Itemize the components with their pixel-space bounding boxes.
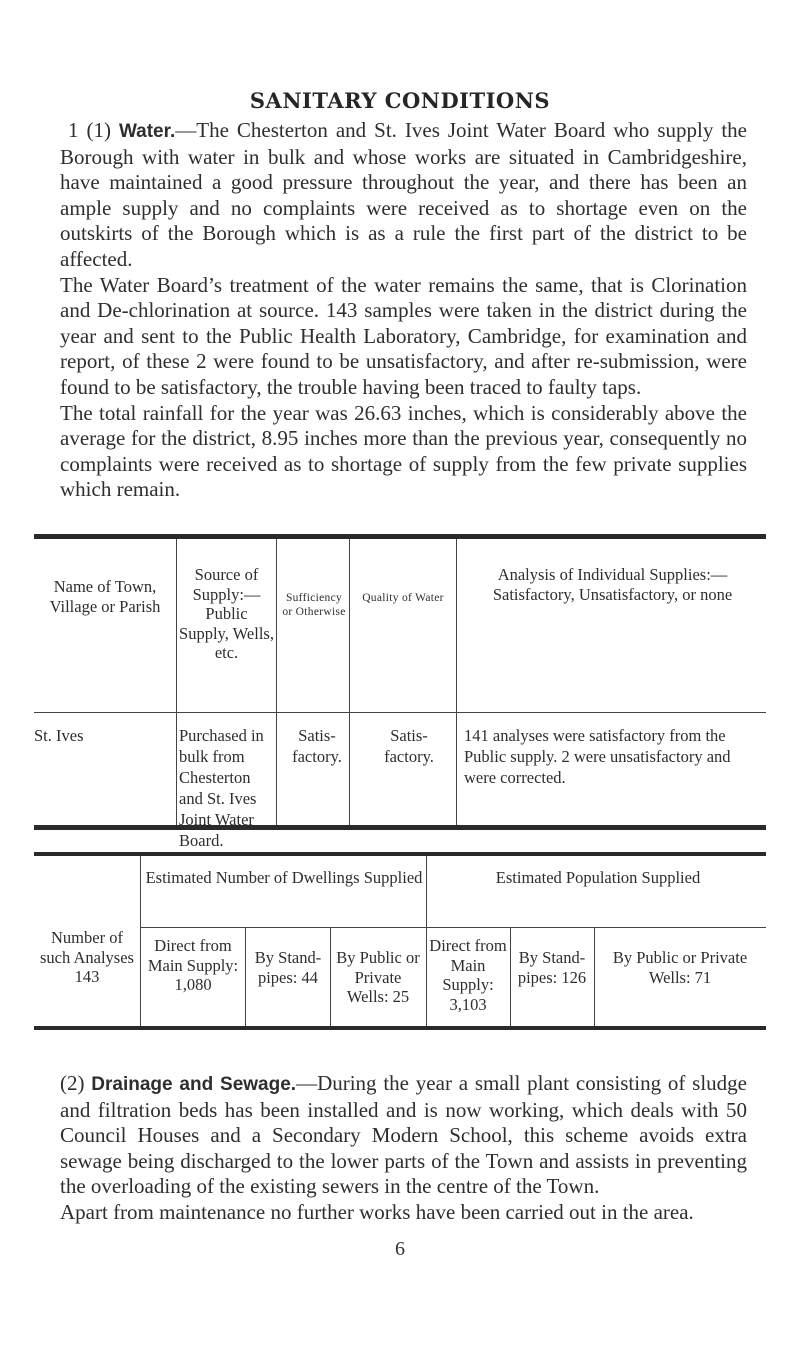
header-source: Source of Supply:— Public Supply, Wells, etc. (179, 565, 274, 662)
dwellings-wells: By Public or Private Wells: 25 (336, 948, 420, 1006)
water-paragraph-2: The Water Board’s treatment of the water remains the same, that is Clorination and De-chlorination at source. 143 samples were taken in the district during the year and sent to the Public Health Laboratory, Cambridge, for examination and report, of these 2 were found to be unsatisfactory, and after re-submission, were found to be satisfactory, the trouble having been traced to faulty taps. (60, 272, 747, 399)
population-header: Estimated Population Supplied (495, 868, 701, 887)
population-standpipes: By Stand-pipes: 126 (517, 948, 587, 987)
row-quality: Satis-factory. (384, 726, 434, 766)
drainage-text-1: —During the year a small plant consisting of sludge and filtration beds has been installed and is now working, which deals with 50 Council Houses and a Secondary Modern School, this scheme avoids extra sewage being discharged to the lower parts of the Town and assists in preventing the overloading of the existing sewers in the centre of the Town. (60, 1071, 747, 1199)
analyses-count: Number of such Analyses 143 (40, 928, 134, 986)
drainage-paragraph-2: Apart from maintenance no further works have been carried out in the area. (60, 1199, 694, 1224)
row-analysis: 141 analyses were satisfactory from the Public supply. 2 were unsatisfactory and were corrected. (464, 726, 731, 787)
page-heading: SANITARY CONDITIONS (249, 88, 551, 113)
water-supply-table (34, 534, 766, 850)
drainage-paragraph-1 (60, 1071, 747, 1200)
drainage-title: Drainage and Sewage. (91, 1074, 297, 1095)
header-name: Name of Town, Village or Parish (49, 577, 161, 616)
dwellings-standpipes: By Stand-pipes: 44 (254, 948, 322, 987)
population-direct: Direct from Main Supply: 3,103 (429, 936, 507, 1014)
header-sufficiency: Sufficiency or Otherwise (282, 592, 346, 618)
water-paragraph-3: The total rainfall for the year was 26.63 inches, which is considerably above the average for the district, 8.95 inches more than the previous year, consequently no complaints were received as to shortage of supply from the few private supplies which remain. (60, 400, 747, 502)
water-section (60, 118, 747, 503)
estimates-table (34, 852, 766, 1030)
dwellings-header: Estimated Number of Dwellings Supplied (145, 868, 423, 887)
water-number: 1 (1) (67, 118, 111, 142)
water-title: Water. (118, 121, 176, 142)
page-number: 6 (395, 1238, 405, 1260)
drainage-section (60, 1071, 747, 1226)
header-quality: Quality of Water (362, 592, 444, 604)
header-analysis: Analysis of Individual Supplies:— Satisfactory, Unsatisfactory, or none (492, 565, 733, 604)
row-name: St. Ives (34, 726, 84, 745)
water-paragraph-1 (60, 118, 747, 273)
drainage-number: (2) (60, 1071, 85, 1095)
row-source: Purchased in bulk from Chesterton and St. Ives Joint Water Board. (179, 726, 264, 850)
row-sufficiency: Satis-factory. (292, 726, 342, 766)
water-text-1: —The Chesterton and St. Ives Joint Water Board who supply the Borough with water in bulk and whose works are situated in Cambridgeshire, have maintained a good pressure throughout the year, and there has been an ample supply and no complaints were received as to shortage even on the outskirts of the Borough which is as a rule the first part of the district to be affected. (60, 118, 747, 271)
dwellings-direct: Direct from Main Supply: 1,080 (147, 936, 239, 994)
population-wells: By Public or Private Wells: 71 (612, 948, 748, 987)
